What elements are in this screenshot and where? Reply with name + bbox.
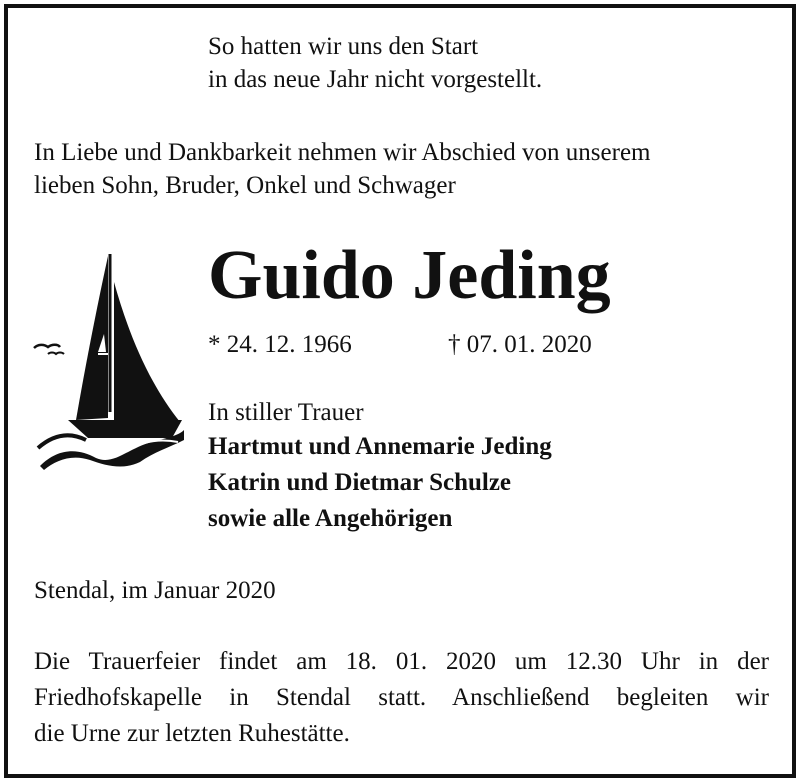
mourner-name-2: Katrin und Dietmar Schulze — [208, 469, 512, 496]
funeral-line-3: die Urne zur letzten Ruhestätte. — [34, 720, 350, 747]
funeral-line-2: Friedhofskapelle in Stendal statt. Anschließend begleiten wir — [34, 684, 769, 711]
birth-date: * 24. 12. 1966 — [208, 331, 352, 358]
opening-verse — [208, 30, 542, 96]
deceased-name: Guido Jeding — [208, 237, 611, 314]
intro-text — [34, 136, 651, 202]
sailboat-icon — [28, 252, 188, 474]
funeral-line-1: Die Trauerfeier findet am 18. 01. 2020 um 12.30 Uhr in der — [34, 648, 769, 675]
mourner-name-1: Hartmut und Annemarie Jeding — [208, 433, 552, 460]
intro-line-1: In Liebe und Dankbarkeit nehmen wir Abschied von unserem — [34, 139, 651, 166]
intro-line-2: lieben Sohn, Bruder, Onkel und Schwager — [34, 172, 456, 199]
opening-line-2: in das neue Jahr nicht vorgestellt. — [208, 66, 543, 93]
funeral-info — [34, 644, 769, 752]
mourners-label: In stiller Trauer — [208, 399, 364, 426]
opening-line-1: So hatten wir uns den Start — [208, 33, 479, 60]
place-date: Stendal, im Januar 2020 — [34, 577, 276, 604]
mourner-name-3: sowie alle Angehörigen — [208, 505, 453, 532]
death-date: † 07. 01. 2020 — [448, 331, 592, 358]
